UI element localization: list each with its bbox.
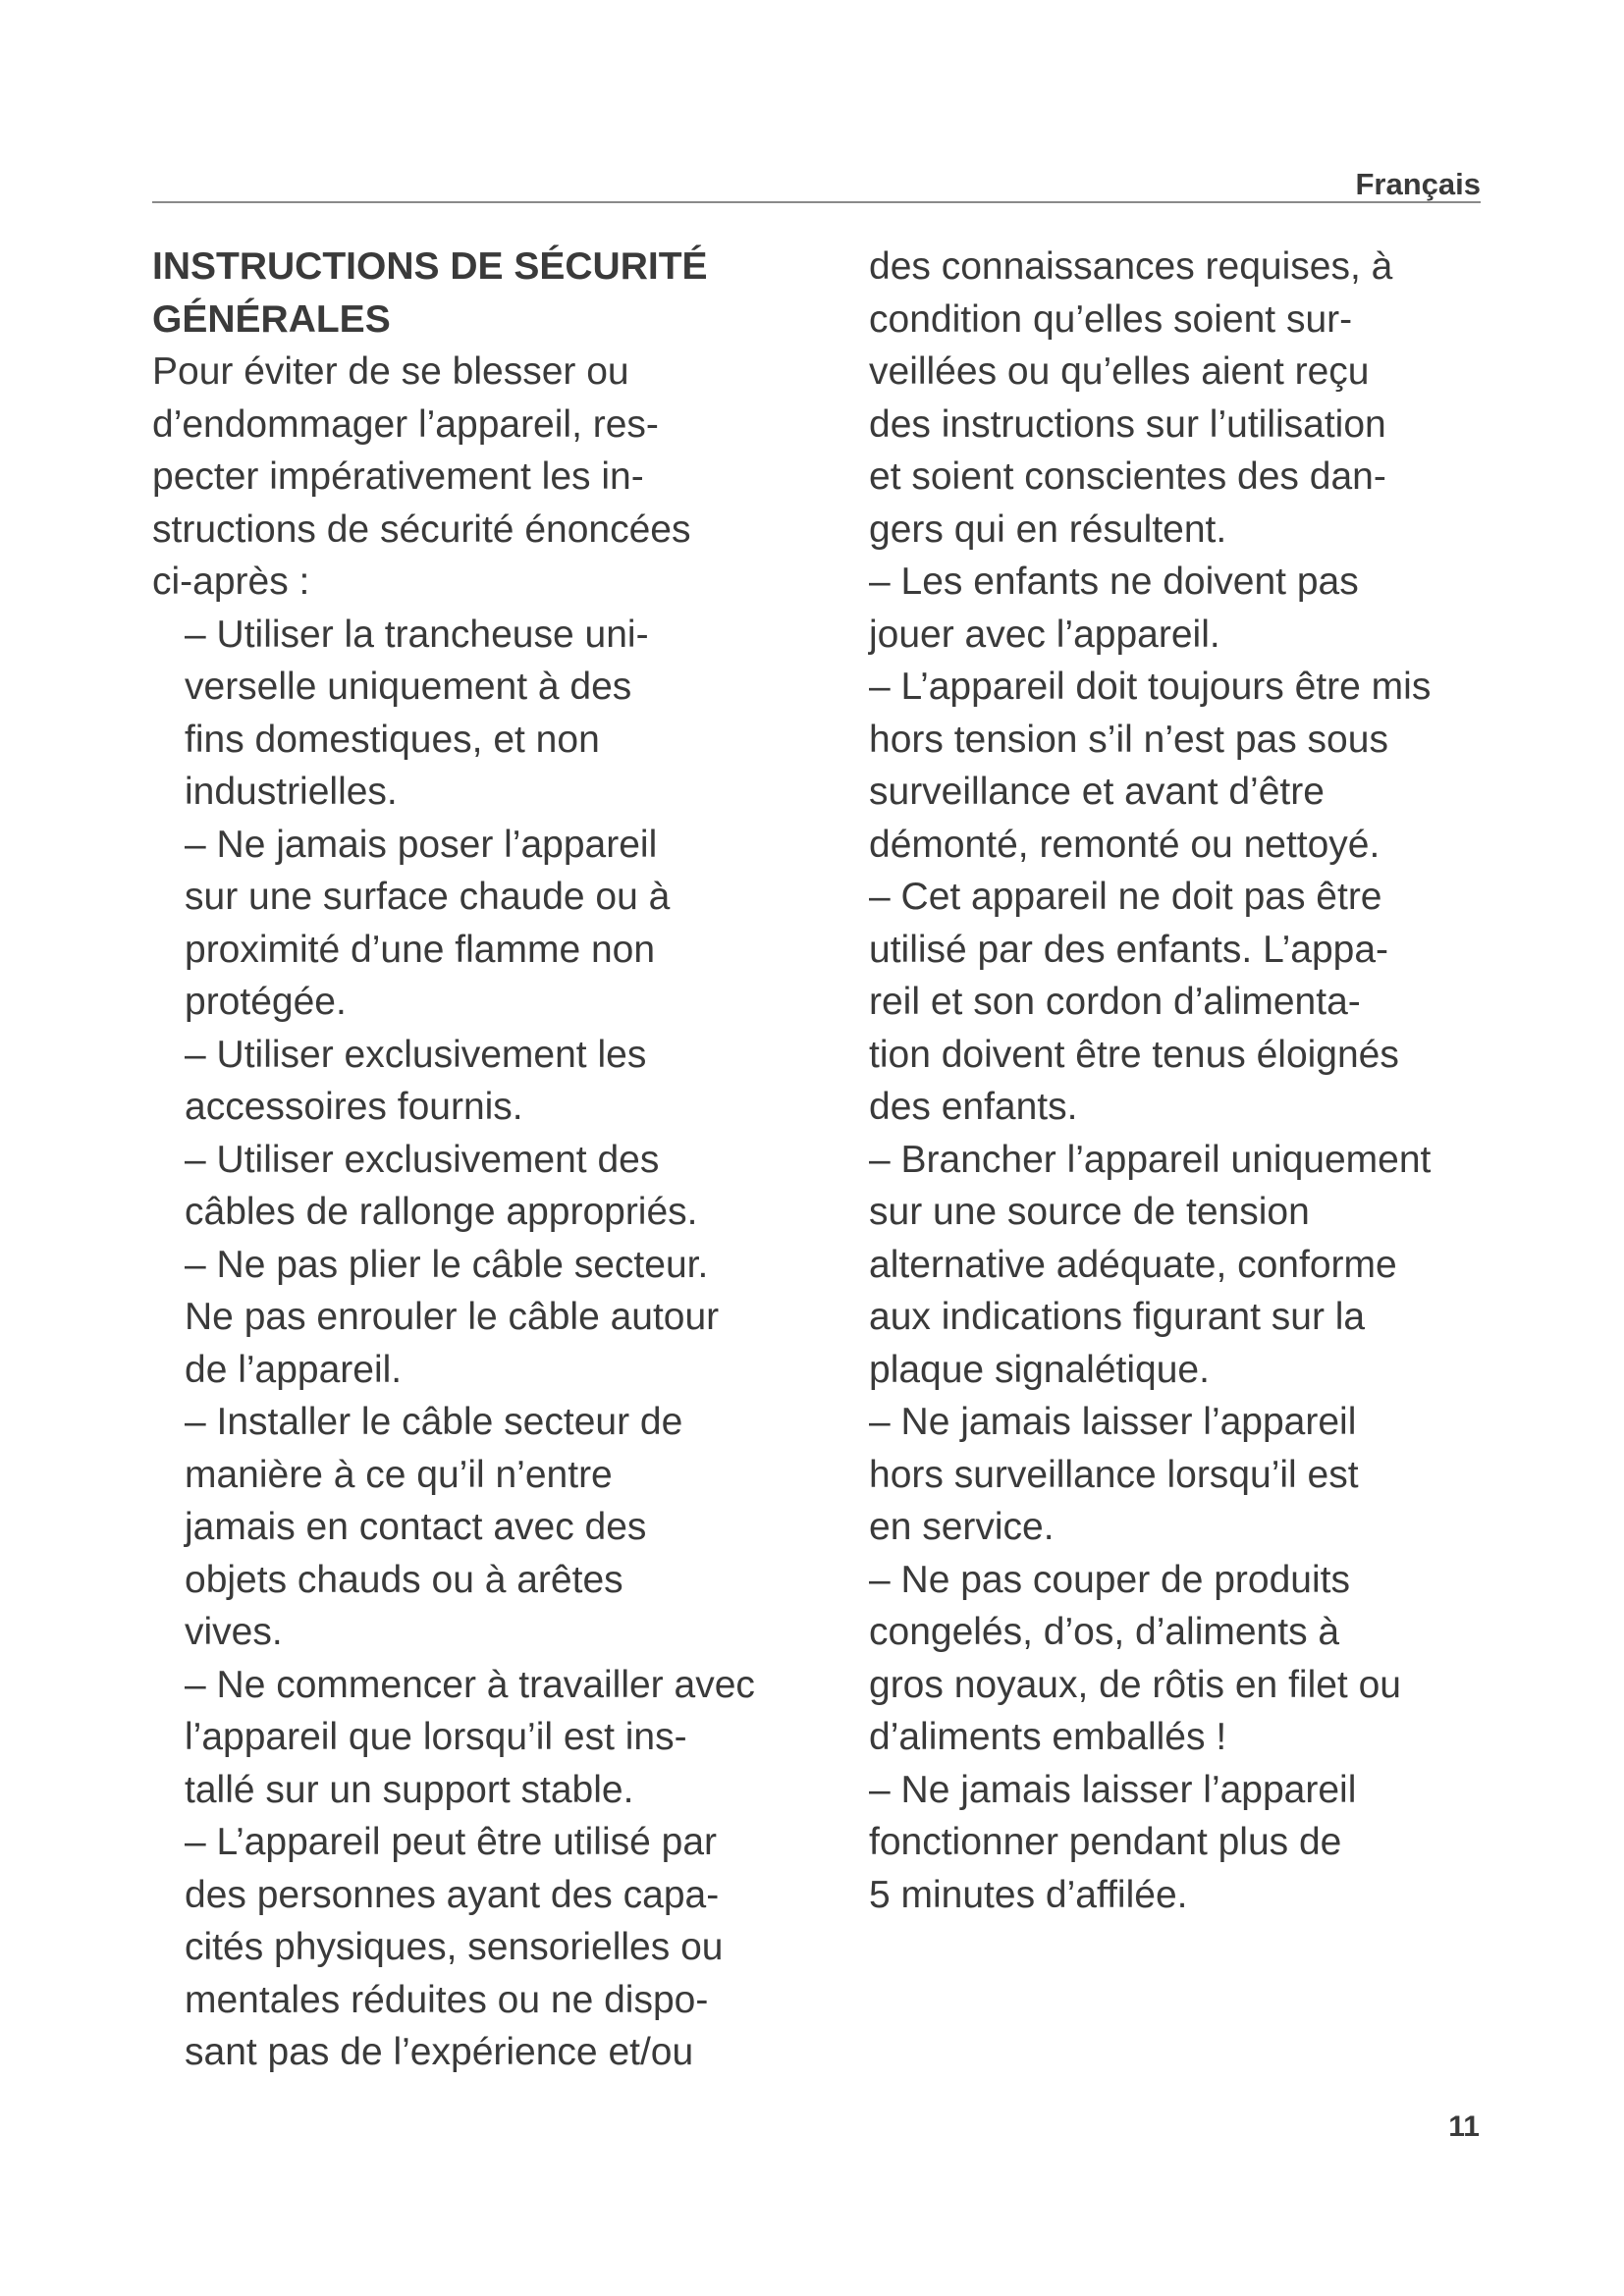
instruction-line: gers qui en résultent. — [869, 507, 1227, 551]
intro-line: ci-après : — [152, 561, 310, 603]
right-column — [869, 240, 1537, 1921]
instruction-line: mentales réduites ou ne dispo- — [185, 1978, 709, 2021]
instruction-line: des connaissances requises, à — [869, 245, 1393, 288]
instruction-line: condition qu’elles soient sur- — [869, 297, 1353, 341]
instruction-line: – L’appareil peut être utilisé par — [185, 1821, 718, 1863]
instruction-line: – Brancher l’appareil uniquement — [869, 1138, 1432, 1181]
instruction-line: 5 minutes d’affilée. — [869, 1873, 1188, 1916]
instruction-line: sur une surface chaude ou à — [185, 876, 671, 918]
section-title-line: GÉNÉRALES — [152, 297, 391, 341]
instruction-item — [152, 609, 859, 819]
instruction-line: – Ne pas plier le câble secteur. — [185, 1243, 709, 1286]
instruction-line: tallé sur un support stable. — [185, 1768, 634, 1811]
instruction-line: – Ne jamais laisser l’appareil — [869, 1401, 1357, 1443]
intro-line: pecter impérativement les in- — [152, 455, 644, 498]
instruction-line: – Installer le câble secteur de — [185, 1401, 683, 1443]
instruction-line: – Cet appareil ne doit pas être — [869, 876, 1382, 918]
instruction-line: des personnes ayant des capa- — [185, 1873, 720, 1916]
instruction-line: plaque signalétique. — [869, 1348, 1210, 1391]
instruction-line: proximité d’une flamme non — [185, 928, 656, 971]
instruction-line: – Ne commencer à travailler avec — [185, 1663, 755, 1706]
instruction-line: – Utiliser exclusivement les — [185, 1033, 647, 1076]
instruction-line: hors surveillance lorsqu’il est — [869, 1453, 1359, 1496]
header-divider — [152, 201, 1481, 203]
instruction-line: – Les enfants ne doivent pas — [869, 561, 1359, 603]
instruction-item — [869, 1134, 1537, 1397]
instruction-line: sant pas de l’expérience et/ou — [185, 2031, 694, 2073]
intro-line: structions de sécurité énoncées — [152, 507, 691, 551]
instruction-line: de l’appareil. — [185, 1348, 403, 1391]
instruction-item — [152, 1659, 859, 1817]
instruction-item — [869, 871, 1537, 1134]
left-column — [152, 240, 859, 2079]
instruction-line: démonté, remonté ou nettoyé. — [869, 823, 1380, 866]
instruction-line: alternative adéquate, conforme — [869, 1243, 1397, 1286]
instruction-line: fonctionner pendant plus de — [869, 1821, 1342, 1863]
instruction-line: reil et son cordon d’alimenta- — [869, 981, 1361, 1023]
instruction-line: accessoires fournis. — [185, 1086, 523, 1128]
instruction-line: – Ne jamais poser l’appareil — [185, 823, 658, 866]
instruction-line: Ne pas enrouler le câble autour — [185, 1296, 720, 1338]
instruction-line: hors tension s’il n’est pas sous — [869, 718, 1388, 761]
instruction-line: manière à ce qu’il n’entre — [185, 1453, 613, 1496]
intro-line: Pour éviter de se blesser ou — [152, 350, 629, 393]
instruction-line: – Utiliser exclusivement des — [185, 1138, 660, 1181]
instruction-line: – Ne pas couper de produits — [869, 1558, 1350, 1601]
instruction-line: – Ne jamais laisser l’appareil — [869, 1768, 1357, 1811]
instruction-line: jamais en contact avec des — [185, 1506, 647, 1548]
instruction-line: et soient conscientes des dan- — [869, 455, 1386, 498]
page-number: 11 — [1448, 2110, 1480, 2143]
instruction-line: industrielles. — [185, 771, 398, 813]
instruction-item — [869, 240, 1537, 556]
instruction-line: sur une source de tension — [869, 1191, 1310, 1233]
intro-line: d’endommager l’appareil, res- — [152, 402, 659, 446]
instruction-line: surveillance et avant d’être — [869, 771, 1325, 813]
instruction-line: cités physiques, sensorielles ou — [185, 1926, 724, 1968]
instruction-item — [869, 556, 1537, 661]
instruction-line: protégée. — [185, 981, 347, 1023]
instruction-item — [152, 1029, 859, 1134]
instruction-item — [869, 661, 1537, 871]
instruction-line: gros noyaux, de rôtis en filet ou — [869, 1663, 1401, 1706]
instruction-line: jouer avec l’appareil. — [869, 613, 1220, 656]
instruction-line: fins domestiques, et non — [185, 718, 600, 761]
instruction-line: objets chauds ou à arêtes — [185, 1558, 623, 1601]
right-instruction-list — [869, 240, 1537, 1921]
instruction-item — [869, 1396, 1537, 1554]
left-instruction-list — [152, 609, 859, 2079]
instruction-item — [152, 1134, 859, 1239]
instruction-line: veillées ou qu’elles aient reçu — [869, 350, 1370, 393]
instruction-line: des instructions sur l’utilisation — [869, 402, 1386, 446]
instruction-item — [152, 819, 859, 1029]
instruction-line: des enfants. — [869, 1086, 1078, 1128]
instruction-item — [152, 1239, 859, 1397]
instruction-line: verselle uniquement à des — [185, 666, 632, 708]
instruction-line: congelés, d’os, d’aliments à — [869, 1611, 1340, 1653]
instruction-line: en service. — [869, 1506, 1055, 1548]
intro-paragraph — [152, 346, 859, 609]
instruction-line: câbles de rallonge appropriés. — [185, 1191, 698, 1233]
instruction-item — [869, 1764, 1537, 1922]
instruction-line: aux indications figurant sur la — [869, 1296, 1366, 1338]
instruction-line: – L’appareil doit toujours être mis — [869, 666, 1432, 708]
instruction-line: l’appareil que lorsqu’il est ins- — [185, 1716, 687, 1758]
section-title-line: INSTRUCTIONS DE SÉCURITÉ — [152, 245, 708, 288]
header-language: Français — [1355, 167, 1481, 201]
section-title — [152, 240, 859, 346]
instruction-item — [152, 1816, 859, 2079]
instruction-line: vives. — [185, 1611, 283, 1653]
instruction-line: d’aliments emballés ! — [869, 1716, 1227, 1758]
instruction-item — [152, 1396, 859, 1659]
instruction-line: – Utiliser la trancheuse uni- — [185, 613, 649, 656]
instruction-item — [869, 1554, 1537, 1764]
instruction-line: tion doivent être tenus éloignés — [869, 1033, 1399, 1076]
instruction-line: utilisé par des enfants. L’appa- — [869, 928, 1389, 971]
